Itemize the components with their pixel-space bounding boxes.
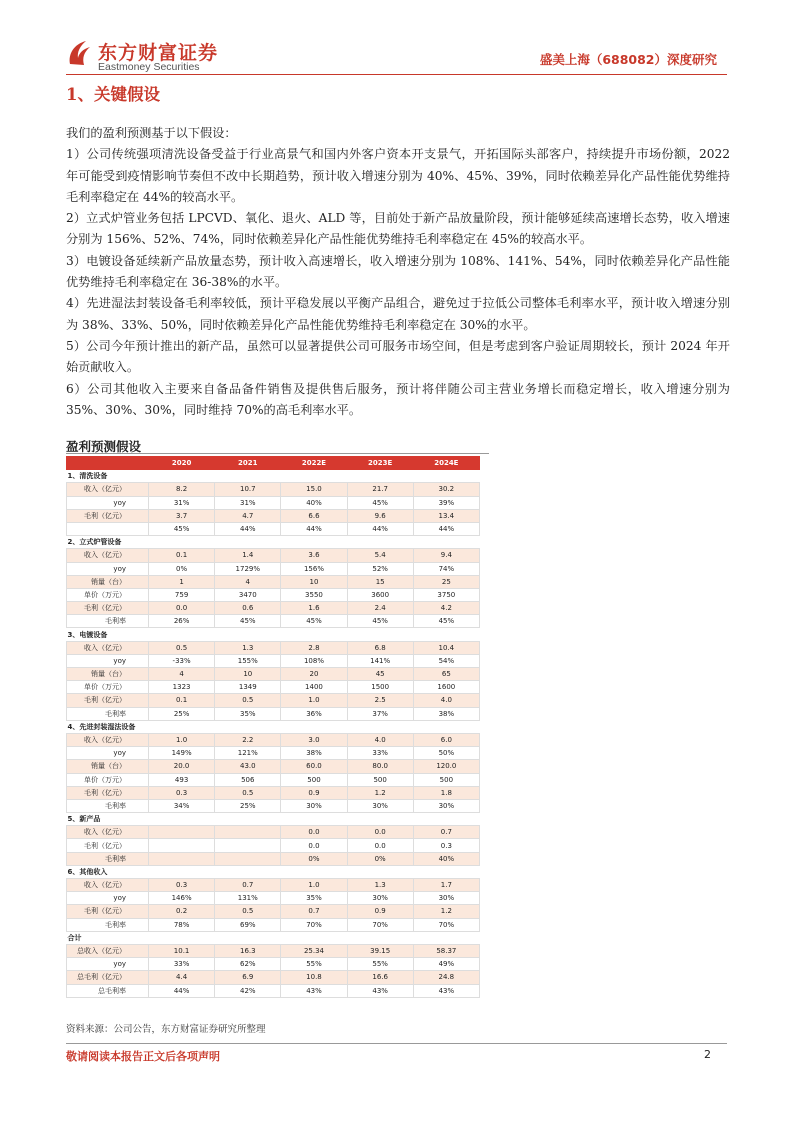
table-row bbox=[67, 879, 480, 892]
table-cell: 70% bbox=[413, 918, 479, 931]
table-cell: 0.5 bbox=[149, 641, 215, 654]
table-cell: 3.0 bbox=[281, 733, 347, 746]
table-cell: 9.6 bbox=[347, 509, 413, 522]
row-label: 总毛利（亿元） bbox=[67, 971, 149, 984]
paragraph-1: 1）公司传统强项清洗设备受益于行业高景气和国内外客户资本开支景气，开拓国际头部客户，持续提升市场份额，2022 年可能受到疫情影响节奏但不改中长期趋势，预计收入增速分别为 40%、45%、39%，同时依赖差异化产品性能优势维持毛利率稳定在 44%的较高水平。 bbox=[66, 147, 730, 204]
table-cell: 3.6 bbox=[281, 549, 347, 562]
table-cell: 0.1 bbox=[149, 694, 215, 707]
table-row bbox=[67, 615, 480, 628]
table-cell: 2.8 bbox=[281, 641, 347, 654]
table-cell: 1.4 bbox=[215, 549, 281, 562]
table-cell: 141% bbox=[347, 654, 413, 667]
table-cell: 65 bbox=[413, 668, 479, 681]
logo-chinese-name: 东方财富证券 bbox=[98, 42, 219, 64]
table-cell: 0.5 bbox=[215, 694, 281, 707]
table-cell bbox=[149, 852, 215, 865]
row-label: yoy bbox=[67, 496, 149, 509]
table-row bbox=[67, 496, 480, 509]
table-title-divider bbox=[66, 453, 489, 454]
table-cell: 43% bbox=[281, 984, 347, 997]
paragraph-2: 2）立式炉管业务包括 LPCVD、氧化、退火、ALD 等，目前处于新产品放量阶段，预计能够延续高速增长态势，收入增速分别为 156%、52%、74%，同时依赖差异化产品性能优势维持毛利率稳定在 45%的较高水平。 bbox=[66, 211, 730, 247]
table-cell: 1.3 bbox=[215, 641, 281, 654]
table-cell: 69% bbox=[215, 918, 281, 931]
table-cell: 0.7 bbox=[413, 826, 479, 839]
table-cell: 4.2 bbox=[413, 602, 479, 615]
table-row bbox=[67, 654, 480, 667]
column-header: 2024E bbox=[413, 457, 479, 470]
table-cell: 26% bbox=[149, 615, 215, 628]
column-header: 2021 bbox=[215, 457, 281, 470]
row-label: 销量（台） bbox=[67, 575, 149, 588]
table-cell: 30% bbox=[413, 799, 479, 812]
table-cell: 33% bbox=[149, 958, 215, 971]
table-cell: 43% bbox=[347, 984, 413, 997]
table-cell: 493 bbox=[149, 773, 215, 786]
row-label: 毛利（亿元） bbox=[67, 509, 149, 522]
table-cell: 30% bbox=[347, 892, 413, 905]
table-row bbox=[67, 839, 480, 852]
table-cell: 2.2 bbox=[215, 733, 281, 746]
table-cell: 0.0 bbox=[281, 839, 347, 852]
table-cell: 45% bbox=[215, 615, 281, 628]
table-row bbox=[67, 747, 480, 760]
paragraph-5: 5）公司今年预计推出的新产品，虽然可以显著提供公司可服务市场空间，但是考虑到客户验证周期较长，预计 2024 年开始贡献收入。 bbox=[66, 338, 730, 375]
table-cell: 24.8 bbox=[413, 971, 479, 984]
table-cell: 1500 bbox=[347, 681, 413, 694]
table-cell: 1.0 bbox=[281, 879, 347, 892]
table-cell: 37% bbox=[347, 707, 413, 720]
table-cell: 45% bbox=[347, 615, 413, 628]
row-label: 毛利（亿元） bbox=[67, 905, 149, 918]
table-cell: 1.0 bbox=[281, 694, 347, 707]
row-label: yoy bbox=[67, 562, 149, 575]
table-cell: 4 bbox=[215, 575, 281, 588]
table-cell: 0.3 bbox=[149, 879, 215, 892]
section-label: 4、先进封装湿法设备 bbox=[67, 720, 480, 733]
table-cell: 42% bbox=[215, 984, 281, 997]
table-cell: 6.9 bbox=[215, 971, 281, 984]
section-row bbox=[67, 628, 480, 641]
table-cell: -33% bbox=[149, 654, 215, 667]
footer-disclaimer: 敬请阅读本报告正文后各项声明 bbox=[66, 1050, 220, 1063]
row-label: yoy bbox=[67, 892, 149, 905]
table-cell: 3.7 bbox=[149, 509, 215, 522]
forecast-table bbox=[66, 456, 480, 998]
section-row bbox=[67, 931, 480, 944]
table-cell: 31% bbox=[149, 496, 215, 509]
table-cell: 44% bbox=[347, 522, 413, 535]
table-source: 资料来源：公司公告，东方财富证券研究所整理 bbox=[66, 1024, 266, 1035]
table-row bbox=[67, 641, 480, 654]
table-cell: 8.2 bbox=[149, 483, 215, 496]
logo-mark-icon bbox=[66, 38, 94, 68]
table-cell: 3600 bbox=[347, 588, 413, 601]
table-row bbox=[67, 892, 480, 905]
table-cell: 146% bbox=[149, 892, 215, 905]
table-cell: 6.8 bbox=[347, 641, 413, 654]
row-label: 销量（台） bbox=[67, 668, 149, 681]
table-cell: 2.4 bbox=[347, 602, 413, 615]
table-cell: 25% bbox=[215, 799, 281, 812]
row-label: 收入（亿元） bbox=[67, 733, 149, 746]
table-cell: 1600 bbox=[413, 681, 479, 694]
row-label: yoy bbox=[67, 654, 149, 667]
table-cell: 10 bbox=[215, 668, 281, 681]
table-cell: 30% bbox=[413, 892, 479, 905]
table-cell: 62% bbox=[215, 958, 281, 971]
table-cell: 30% bbox=[347, 799, 413, 812]
table-cell: 70% bbox=[347, 918, 413, 931]
table-row bbox=[67, 562, 480, 575]
table-cell: 60.0 bbox=[281, 760, 347, 773]
table-row bbox=[67, 905, 480, 918]
table-cell: 30.2 bbox=[413, 483, 479, 496]
table-cell: 500 bbox=[347, 773, 413, 786]
table-cell: 74% bbox=[413, 562, 479, 575]
table-cell: 1.8 bbox=[413, 786, 479, 799]
table-cell: 4.0 bbox=[347, 733, 413, 746]
table-cell: 34% bbox=[149, 799, 215, 812]
table-cell: 39% bbox=[413, 496, 479, 509]
table-cell: 0.6 bbox=[215, 602, 281, 615]
row-label: yoy bbox=[67, 747, 149, 760]
table-cell: 1.2 bbox=[347, 786, 413, 799]
row-label: 销量（台） bbox=[67, 760, 149, 773]
table-cell: 1.3 bbox=[347, 879, 413, 892]
paragraph-3: 3）电镀设备延续新产品放量态势，预计收入高速增长，收入增速分别为 108%、141%、54%，同时依赖差异化产品性能优势维持毛利率稳定在 36-38%的水平。 bbox=[66, 253, 730, 290]
company-logo bbox=[66, 36, 266, 76]
table-row bbox=[67, 786, 480, 799]
table-cell: 15 bbox=[347, 575, 413, 588]
table-cell: 40% bbox=[413, 852, 479, 865]
section-label: 1、清洗设备 bbox=[67, 470, 480, 483]
table-cell: 25.34 bbox=[281, 944, 347, 957]
table-row bbox=[67, 509, 480, 522]
row-label: 单价（万元） bbox=[67, 681, 149, 694]
section-label: 6、其他收入 bbox=[67, 865, 480, 878]
paragraph-intro: 我们的盈利预测基于以下假设： bbox=[66, 126, 237, 140]
table-row bbox=[67, 984, 480, 997]
table-cell: 10 bbox=[281, 575, 347, 588]
table-cell: 149% bbox=[149, 747, 215, 760]
header-divider bbox=[66, 74, 727, 75]
table-cell: 44% bbox=[281, 522, 347, 535]
table-cell: 108% bbox=[281, 654, 347, 667]
column-header: 2022E bbox=[281, 457, 347, 470]
section-title: 1、关键假设 bbox=[66, 85, 160, 104]
table-cell: 1400 bbox=[281, 681, 347, 694]
table-cell: 45% bbox=[347, 496, 413, 509]
table-cell bbox=[215, 839, 281, 852]
table-cell bbox=[149, 839, 215, 852]
table-header-corner bbox=[67, 457, 149, 470]
row-label: 毛利率 bbox=[67, 852, 149, 865]
table-cell: 38% bbox=[413, 707, 479, 720]
table-row bbox=[67, 588, 480, 601]
table-cell: 10.4 bbox=[413, 641, 479, 654]
row-label: 毛利（亿元） bbox=[67, 786, 149, 799]
table-row bbox=[67, 694, 480, 707]
table-row bbox=[67, 826, 480, 839]
table-cell: 45% bbox=[413, 615, 479, 628]
table-cell: 0.7 bbox=[215, 879, 281, 892]
table-row bbox=[67, 522, 480, 535]
table-cell: 10.1 bbox=[149, 944, 215, 957]
table-cell: 33% bbox=[347, 747, 413, 760]
table-header-row bbox=[67, 457, 480, 470]
paragraph-4: 4）先进湿法封装设备毛利率较低，预计平稳发展以平衡产品组合，避免过于拉低公司整体毛利率水平，预计收入增速分别为 38%、33%、50%，同时依赖差异化产品性能优势维持毛利率稳定在 30%的水平。 bbox=[66, 296, 730, 332]
table-cell: 39.15 bbox=[347, 944, 413, 957]
table-cell: 16.3 bbox=[215, 944, 281, 957]
table-cell: 70% bbox=[281, 918, 347, 931]
section-row bbox=[67, 813, 480, 826]
table-cell: 55% bbox=[281, 958, 347, 971]
table-cell: 0.5 bbox=[215, 905, 281, 918]
table-row bbox=[67, 707, 480, 720]
table-cell: 0.9 bbox=[347, 905, 413, 918]
logo-english-name: Eastmoney Securities bbox=[98, 61, 200, 73]
table-cell: 4.7 bbox=[215, 509, 281, 522]
table-cell: 1.7 bbox=[413, 879, 479, 892]
table-cell: 0.5 bbox=[215, 786, 281, 799]
row-label: 毛利（亿元） bbox=[67, 602, 149, 615]
table-cell: 506 bbox=[215, 773, 281, 786]
table-cell: 6.0 bbox=[413, 733, 479, 746]
section-row bbox=[67, 720, 480, 733]
table-cell: 25 bbox=[413, 575, 479, 588]
table-row bbox=[67, 575, 480, 588]
table-row bbox=[67, 958, 480, 971]
table-cell: 43% bbox=[413, 984, 479, 997]
table-cell bbox=[149, 826, 215, 839]
table-cell: 1.2 bbox=[413, 905, 479, 918]
row-label: 单价（万元） bbox=[67, 773, 149, 786]
table-cell: 1323 bbox=[149, 681, 215, 694]
section-row bbox=[67, 865, 480, 878]
section-row bbox=[67, 470, 480, 483]
table-cell: 0.9 bbox=[281, 786, 347, 799]
section-label: 2、立式炉管设备 bbox=[67, 536, 480, 549]
row-label: 毛利（亿元） bbox=[67, 694, 149, 707]
table-cell: 0.2 bbox=[149, 905, 215, 918]
assumptions-text bbox=[66, 123, 730, 421]
table-cell: 40% bbox=[281, 496, 347, 509]
table-row bbox=[67, 852, 480, 865]
table-row bbox=[67, 799, 480, 812]
table-cell: 21.7 bbox=[347, 483, 413, 496]
table-cell: 45% bbox=[149, 522, 215, 535]
table-cell: 0.0 bbox=[347, 839, 413, 852]
column-header: 2020 bbox=[149, 457, 215, 470]
table-cell: 1 bbox=[149, 575, 215, 588]
table-cell: 0% bbox=[281, 852, 347, 865]
table-cell: 4 bbox=[149, 668, 215, 681]
table-row bbox=[67, 733, 480, 746]
report-title: 盛美上海（688082）深度研究 bbox=[539, 52, 717, 67]
table-row bbox=[67, 668, 480, 681]
table-cell: 4.4 bbox=[149, 971, 215, 984]
table-row bbox=[67, 944, 480, 957]
table-row bbox=[67, 773, 480, 786]
table-row bbox=[67, 760, 480, 773]
table-cell: 9.4 bbox=[413, 549, 479, 562]
table-cell: 3550 bbox=[281, 588, 347, 601]
table-cell: 0.0 bbox=[347, 826, 413, 839]
row-label: 收入（亿元） bbox=[67, 641, 149, 654]
table-cell bbox=[215, 826, 281, 839]
row-label: 单价（万元） bbox=[67, 588, 149, 601]
table-cell: 0.1 bbox=[149, 549, 215, 562]
table-title: 盈利预测假设 bbox=[66, 439, 142, 454]
section-label: 合计 bbox=[67, 931, 480, 944]
table-cell: 0.0 bbox=[281, 826, 347, 839]
table-cell: 52% bbox=[347, 562, 413, 575]
table-cell: 1729% bbox=[215, 562, 281, 575]
row-label: 收入（亿元） bbox=[67, 826, 149, 839]
table-cell: 131% bbox=[215, 892, 281, 905]
table-cell: 54% bbox=[413, 654, 479, 667]
table-cell: 44% bbox=[413, 522, 479, 535]
row-label: 收入（亿元） bbox=[67, 549, 149, 562]
table-cell: 25% bbox=[149, 707, 215, 720]
row-label: 收入（亿元） bbox=[67, 879, 149, 892]
row-label: 收入（亿元） bbox=[67, 483, 149, 496]
table-cell: 44% bbox=[215, 522, 281, 535]
table-cell: 500 bbox=[281, 773, 347, 786]
section-label: 3、电镀设备 bbox=[67, 628, 480, 641]
table-cell: 49% bbox=[413, 958, 479, 971]
column-header: 2023E bbox=[347, 457, 413, 470]
table-cell: 35% bbox=[215, 707, 281, 720]
table-cell: 759 bbox=[149, 588, 215, 601]
row-label: 毛利（亿元） bbox=[67, 839, 149, 852]
table-cell: 3750 bbox=[413, 588, 479, 601]
table-cell: 0.3 bbox=[413, 839, 479, 852]
table-cell: 0.3 bbox=[149, 786, 215, 799]
table-cell: 5.4 bbox=[347, 549, 413, 562]
row-label: 总毛利率 bbox=[67, 984, 149, 997]
row-label: 毛利率 bbox=[67, 615, 149, 628]
table-cell: 1349 bbox=[215, 681, 281, 694]
table-cell: 156% bbox=[281, 562, 347, 575]
paragraph-6: 6）公司其他收入主要来自备品备件销售及提供售后服务，预计将伴随公司主营业务增长而稳定增长，收入增速分别为 35%、30%、30%，同时维持 70%的高毛利率水平。 bbox=[66, 381, 730, 417]
table-cell: 31% bbox=[215, 496, 281, 509]
table-cell: 1.6 bbox=[281, 602, 347, 615]
table-row bbox=[67, 602, 480, 615]
table-cell: 4.0 bbox=[413, 694, 479, 707]
table-row bbox=[67, 918, 480, 931]
table-cell: 6.6 bbox=[281, 509, 347, 522]
table-cell: 16.6 bbox=[347, 971, 413, 984]
table-cell: 58.37 bbox=[413, 944, 479, 957]
table-row bbox=[67, 483, 480, 496]
section-label: 5、新产品 bbox=[67, 813, 480, 826]
row-label bbox=[67, 522, 149, 535]
row-label: 毛利率 bbox=[67, 707, 149, 720]
table-cell: 500 bbox=[413, 773, 479, 786]
table-cell: 15.0 bbox=[281, 483, 347, 496]
table-row bbox=[67, 681, 480, 694]
table-cell: 45 bbox=[347, 668, 413, 681]
table-row bbox=[67, 971, 480, 984]
row-label: yoy bbox=[67, 958, 149, 971]
table-cell: 20.0 bbox=[149, 760, 215, 773]
table-cell: 20 bbox=[281, 668, 347, 681]
table-cell: 80.0 bbox=[347, 760, 413, 773]
table-cell: 121% bbox=[215, 747, 281, 760]
table-cell: 0% bbox=[347, 852, 413, 865]
table-cell: 0.0 bbox=[149, 602, 215, 615]
table-cell: 45% bbox=[281, 615, 347, 628]
table-cell: 78% bbox=[149, 918, 215, 931]
table-cell: 44% bbox=[149, 984, 215, 997]
section-row bbox=[67, 536, 480, 549]
table-cell: 36% bbox=[281, 707, 347, 720]
table-cell: 0% bbox=[149, 562, 215, 575]
table-cell bbox=[215, 852, 281, 865]
footer-divider bbox=[66, 1043, 727, 1044]
table-cell: 10.7 bbox=[215, 483, 281, 496]
row-label: 总收入（亿元） bbox=[67, 944, 149, 957]
table-cell: 120.0 bbox=[413, 760, 479, 773]
table-cell: 0.7 bbox=[281, 905, 347, 918]
table-cell: 55% bbox=[347, 958, 413, 971]
table-cell: 43.0 bbox=[215, 760, 281, 773]
table-cell: 38% bbox=[281, 747, 347, 760]
table-cell: 155% bbox=[215, 654, 281, 667]
table-cell: 50% bbox=[413, 747, 479, 760]
table-cell: 35% bbox=[281, 892, 347, 905]
table-cell: 3470 bbox=[215, 588, 281, 601]
table-cell: 2.5 bbox=[347, 694, 413, 707]
row-label: 毛利率 bbox=[67, 799, 149, 812]
table-row bbox=[67, 549, 480, 562]
table-cell: 10.8 bbox=[281, 971, 347, 984]
page-number: 2 bbox=[704, 1048, 711, 1061]
table-cell: 30% bbox=[281, 799, 347, 812]
table-cell: 1.0 bbox=[149, 733, 215, 746]
row-label: 毛利率 bbox=[67, 918, 149, 931]
table-cell: 13.4 bbox=[413, 509, 479, 522]
